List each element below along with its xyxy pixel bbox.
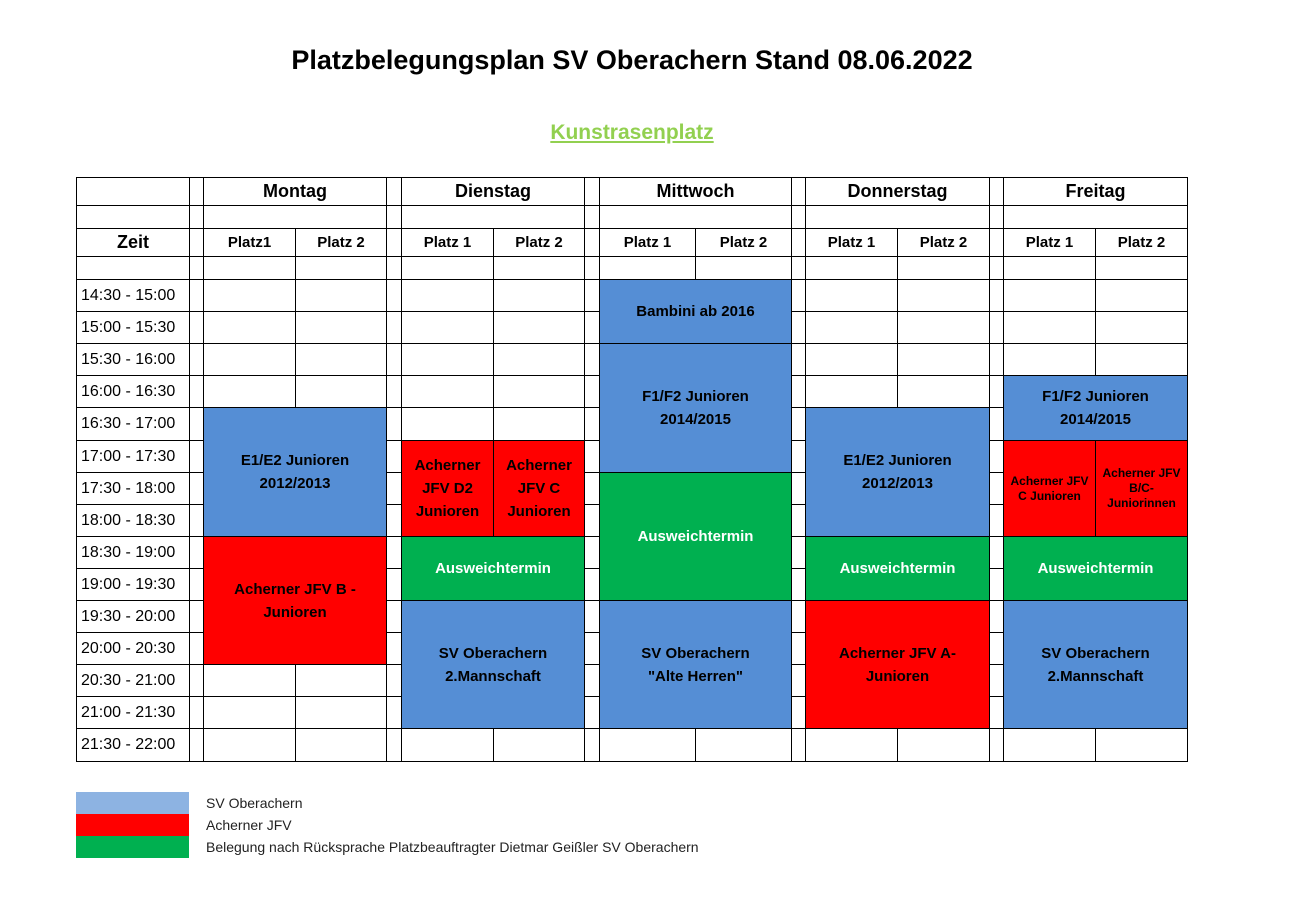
spacer-cell [584,177,600,206]
spacer-cell [189,536,204,569]
empty-slot-cell [897,279,990,312]
empty-slot-cell [805,343,898,376]
legend [76,792,699,858]
spacer-cell [386,279,402,312]
spacer-cell [791,256,806,280]
spacer-cell [189,343,204,376]
empty-slot-cell [401,343,494,376]
platz-header: Platz 2 [1095,228,1188,257]
spacer-cell [584,632,600,665]
spacer-cell [791,311,806,344]
spacer-cell [386,205,402,229]
empty-slot-cell [493,279,585,312]
legend-row-ausweich [76,836,699,858]
blank-cell [203,205,387,229]
spacer-cell [791,279,806,312]
spacer-cell [989,177,1004,206]
spacer-cell [189,600,204,633]
spacer-cell [791,696,806,729]
spacer-cell [989,375,1004,408]
empty-slot-cell [1095,728,1188,762]
platz-header: Platz1 [203,228,296,257]
spacer-cell [189,205,204,229]
empty-slot-cell [1095,311,1188,344]
blank-cell [897,256,990,280]
empty-slot-cell [295,343,387,376]
time-slot-label: 17:00 - 17:30 [76,440,190,473]
spacer-cell [989,728,1004,762]
spacer-cell [584,205,600,229]
legend-label: Belegung nach Rücksprache Platzbeauftragter Dietmar Geißler SV Oberachern [206,839,699,855]
empty-slot-cell [295,664,387,697]
spacer-cell [386,600,402,633]
spacer-cell [189,256,204,280]
empty-slot-cell [493,375,585,408]
header-blank-cell [76,256,190,280]
empty-slot-cell [897,343,990,376]
spacer-cell [386,440,402,473]
time-slot-label: 18:30 - 19:00 [76,536,190,569]
day-header-dienstag: Dienstag [401,177,585,206]
time-slot-label: 20:30 - 21:00 [76,664,190,697]
empty-slot-cell [401,728,494,762]
time-slot-label: 16:30 - 17:00 [76,407,190,441]
empty-slot-cell [1003,279,1096,312]
spacer-cell [584,256,600,280]
spacer-cell [791,568,806,601]
empty-slot-cell [203,375,296,408]
spacer-cell [791,440,806,473]
spacer-cell [386,311,402,344]
spacer-cell [791,228,806,257]
empty-slot-cell [203,343,296,376]
booking-block: Ausweichtermin [401,536,585,601]
spacer-cell [791,728,806,762]
spacer-cell [584,664,600,697]
field-subtitle: Kunstrasenplatz [550,121,714,144]
day-header-donnerstag: Donnerstag [805,177,990,206]
spacer-cell [584,228,600,257]
legend-row-sv [76,792,699,814]
legend-swatch-jfv [76,814,189,836]
time-slot-label: 15:30 - 16:00 [76,343,190,376]
empty-slot-cell [493,728,585,762]
booking-block: E1/E2 Junioren 2012/2013 [203,407,387,537]
empty-slot-cell [401,311,494,344]
booking-block: SV Oberachern "Alte Herren" [599,600,792,729]
spacer-cell [989,600,1004,633]
empty-slot-cell [401,279,494,312]
platz-header: Platz 1 [401,228,494,257]
spacer-cell [791,504,806,537]
spacer-cell [584,600,600,633]
spacer-cell [989,228,1004,257]
spacer-cell [189,696,204,729]
spacer-cell [989,664,1004,697]
spacer-cell [791,600,806,633]
spacer-cell [386,228,402,257]
spacer-cell [791,664,806,697]
empty-slot-cell [203,279,296,312]
time-slot-label: 16:00 - 16:30 [76,375,190,408]
empty-slot-cell [1003,311,1096,344]
blank-cell [295,256,387,280]
spacer-cell [584,407,600,441]
spacer-cell [386,664,402,697]
spacer-cell [989,536,1004,569]
empty-slot-cell [203,664,296,697]
booking-block: Acherner JFV B - Junioren [203,536,387,665]
spacer-cell [584,343,600,376]
spacer-cell [189,632,204,665]
header-blank-cell [76,205,190,229]
booking-block: Ausweichtermin [1003,536,1188,601]
legend-row-jfv [76,814,699,836]
spacer-cell [989,343,1004,376]
spacer-cell [584,279,600,312]
time-slot-label: 21:00 - 21:30 [76,696,190,729]
booking-block: Ausweichtermin [805,536,990,601]
empty-slot-cell [401,407,494,441]
booking-block: F1/F2 Junioren 2014/2015 [599,343,792,473]
empty-slot-cell [805,279,898,312]
spacer-cell [386,536,402,569]
spacer-cell [989,696,1004,729]
empty-slot-cell [203,728,296,762]
spacer-cell [189,472,204,505]
spacer-cell [189,311,204,344]
empty-slot-cell [599,728,696,762]
spacer-cell [989,256,1004,280]
booking-block: Bambini ab 2016 [599,279,792,344]
spacer-cell [989,205,1004,229]
spacer-cell [386,568,402,601]
blank-cell [1095,256,1188,280]
spacer-cell [189,728,204,762]
booking-block: Acherner JFV D2 Junioren [401,440,494,537]
spacer-cell [189,504,204,537]
spacer-cell [791,343,806,376]
spacer-cell [189,407,204,441]
spacer-cell [386,728,402,762]
time-slot-label: 15:00 - 15:30 [76,311,190,344]
spacer-cell [989,407,1004,441]
legend-swatch-sv [76,792,189,814]
blank-cell [599,256,696,280]
spacer-cell [189,228,204,257]
spacer-cell [386,177,402,206]
spacer-cell [189,440,204,473]
empty-slot-cell [493,311,585,344]
blank-cell [599,205,792,229]
booking-block: Acherner JFV C Junioren [493,440,585,537]
spacer-cell [791,536,806,569]
empty-slot-cell [1003,343,1096,376]
empty-slot-cell [493,407,585,441]
empty-slot-cell [295,311,387,344]
spacer-cell [584,311,600,344]
platz-header: Platz 1 [1003,228,1096,257]
spacer-cell [989,632,1004,665]
empty-slot-cell [203,696,296,729]
spacer-cell [584,375,600,408]
booking-block: Acherner JFV B/C- Juniorinnen [1095,440,1188,537]
booking-block: Ausweichtermin [599,472,792,601]
empty-slot-cell [805,728,898,762]
empty-slot-cell [295,375,387,408]
empty-slot-cell [1003,728,1096,762]
page-title: Platzbelegungsplan SV Oberachern Stand 08.06.2022 [291,45,973,75]
empty-slot-cell [295,696,387,729]
empty-slot-cell [295,728,387,762]
booking-block: SV Oberachern 2.Mannschaft [401,600,585,729]
blank-cell [695,256,792,280]
spacer-cell [584,504,600,537]
blank-cell [1003,256,1096,280]
spacer-cell [791,472,806,505]
platz-header: Platz 2 [295,228,387,257]
empty-slot-cell [1095,343,1188,376]
time-slot-label: 18:00 - 18:30 [76,504,190,537]
booking-block: F1/F2 Junioren 2014/2015 [1003,375,1188,441]
spacer-cell [584,728,600,762]
spacer-cell [189,664,204,697]
time-slot-label: 14:30 - 15:00 [76,279,190,312]
time-slot-label: 19:00 - 19:30 [76,568,190,601]
booking-block: Acherner JFV C Junioren [1003,440,1096,537]
spacer-cell [791,205,806,229]
spacer-cell [584,440,600,473]
spacer-cell [386,375,402,408]
spacer-cell [989,279,1004,312]
platz-header: Platz 1 [805,228,898,257]
spacer-cell [189,177,204,206]
platz-header: Platz 2 [897,228,990,257]
spacer-cell [791,177,806,206]
spacer-cell [584,472,600,505]
day-header-montag: Montag [203,177,387,206]
spacer-cell [386,472,402,505]
legend-label: Acherner JFV [206,817,292,833]
time-slot-label: 21:30 - 22:00 [76,728,190,762]
platz-header: Platz 2 [695,228,792,257]
spacer-cell [989,472,1004,505]
empty-slot-cell [897,375,990,408]
time-slot-label: 17:30 - 18:00 [76,472,190,505]
spacer-cell [989,568,1004,601]
blank-cell [805,205,990,229]
spacer-cell [584,536,600,569]
blank-cell [203,256,296,280]
spacer-cell [584,568,600,601]
empty-slot-cell [401,375,494,408]
legend-swatch-ausweich [76,836,189,858]
time-slot-label: 20:00 - 20:30 [76,632,190,665]
empty-slot-cell [805,311,898,344]
spacer-cell [189,375,204,408]
blank-cell [1003,205,1188,229]
zeit-header: Zeit [76,228,190,257]
spacer-cell [989,440,1004,473]
spacer-cell [584,696,600,729]
spacer-cell [386,407,402,441]
spacer-cell [189,568,204,601]
spacer-cell [989,504,1004,537]
booking-block: SV Oberachern 2.Mannschaft [1003,600,1188,729]
empty-slot-cell [897,728,990,762]
blank-cell [493,256,585,280]
booking-block: Acherner JFV A- Junioren [805,600,990,729]
blank-cell [805,256,898,280]
spacer-cell [989,311,1004,344]
spacer-cell [386,696,402,729]
empty-slot-cell [493,343,585,376]
empty-slot-cell [1095,279,1188,312]
spacer-cell [791,632,806,665]
platz-header: Platz 1 [599,228,696,257]
blank-cell [401,256,494,280]
empty-slot-cell [897,311,990,344]
spacer-cell [189,279,204,312]
booking-block: E1/E2 Junioren 2012/2013 [805,407,990,537]
platz-header: Platz 2 [493,228,585,257]
legend-label: SV Oberachern [206,795,303,811]
spacer-cell [386,504,402,537]
spacer-cell [386,256,402,280]
day-header-mittwoch: Mittwoch [599,177,792,206]
empty-slot-cell [695,728,792,762]
empty-slot-cell [203,311,296,344]
spacer-cell [386,632,402,665]
spacer-cell [791,375,806,408]
empty-slot-cell [295,279,387,312]
time-slot-label: 19:30 - 20:00 [76,600,190,633]
spacer-cell [386,343,402,376]
empty-slot-cell [805,375,898,408]
blank-cell [401,205,585,229]
spacer-cell [791,407,806,441]
header-blank-cell [76,177,190,206]
day-header-freitag: Freitag [1003,177,1188,206]
